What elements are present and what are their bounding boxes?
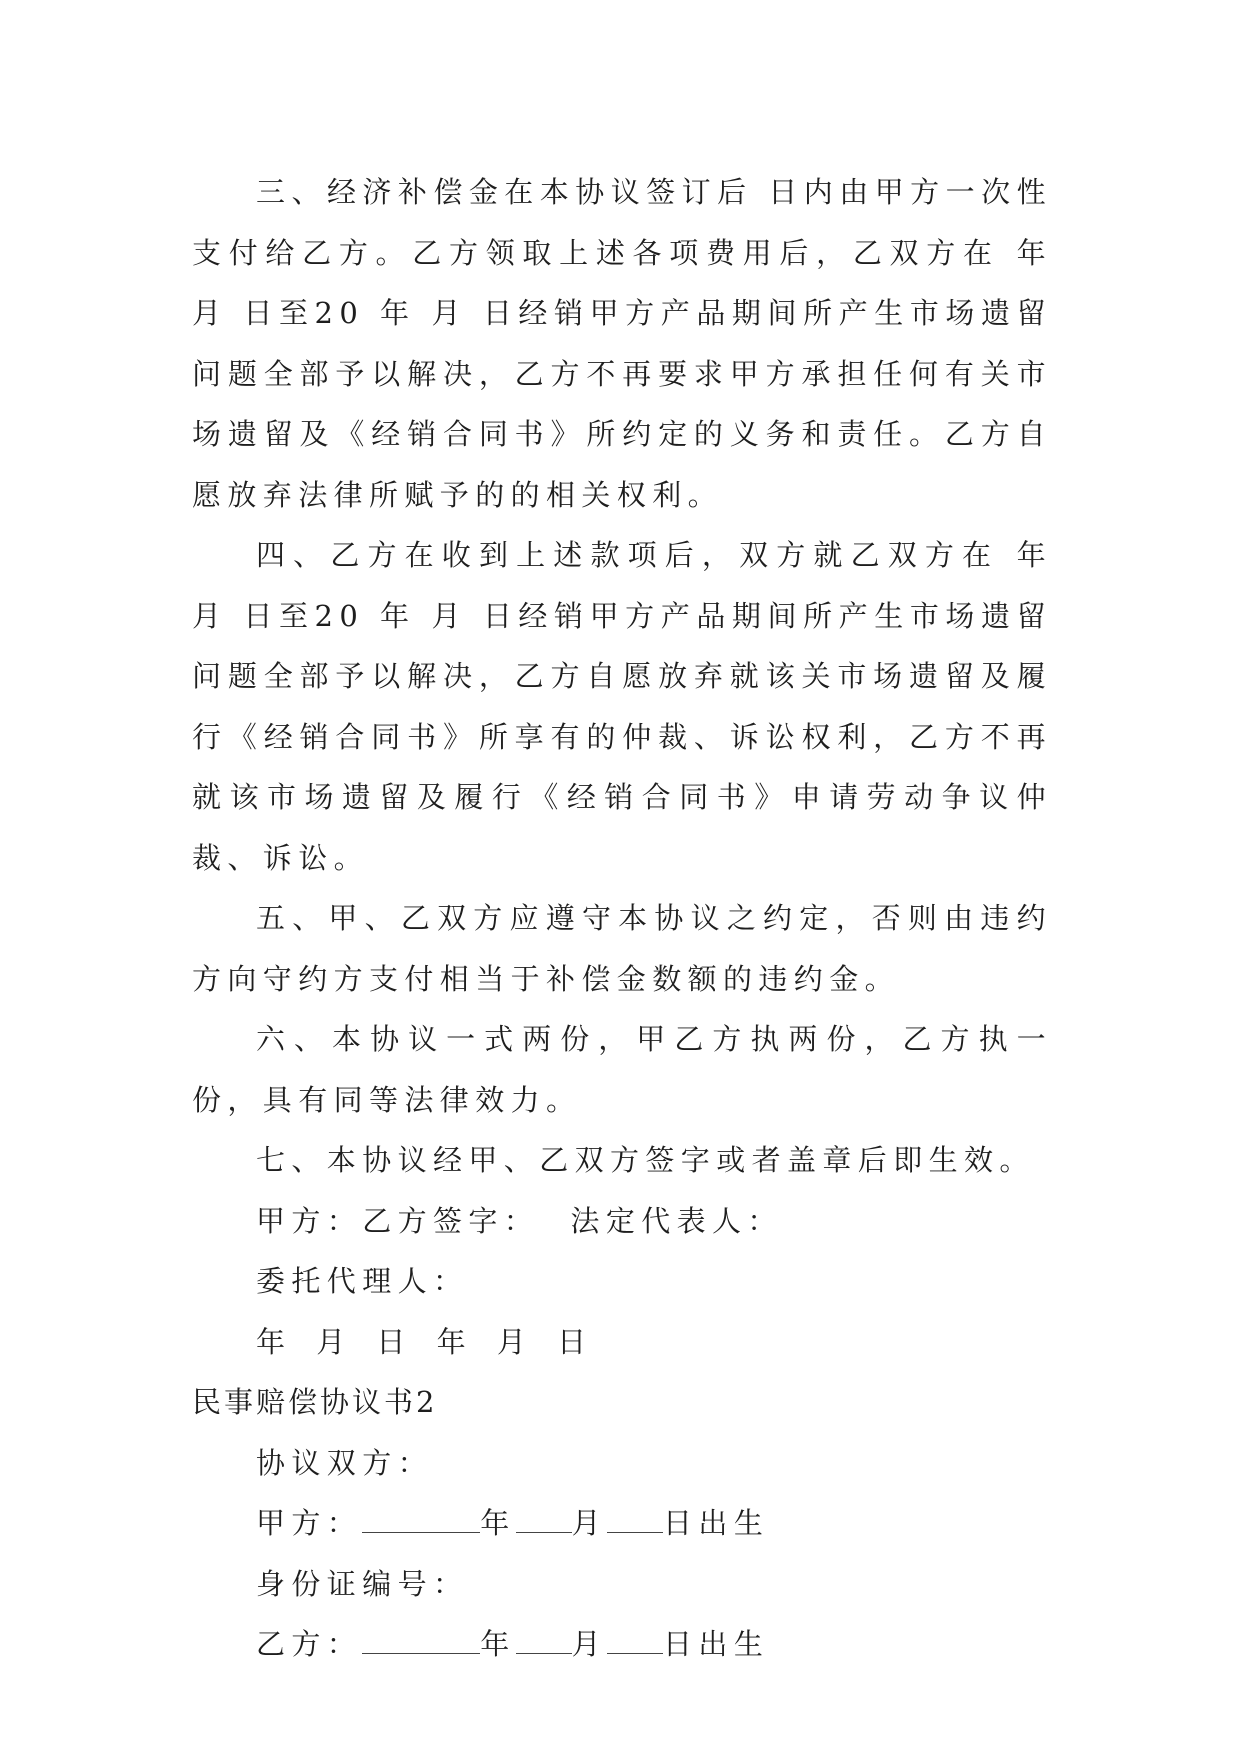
agent-line: 委托代理人： <box>256 1264 469 1298</box>
party-a-label: 甲方： <box>256 1506 363 1540</box>
id-number-line: 身份证编号： <box>256 1566 469 1601</box>
section-2-title: 民事赔偿协议书2 <box>192 1385 438 1419</box>
party-a-month-label: 月 <box>571 1506 608 1540</box>
party-a-year-blank <box>516 1510 572 1533</box>
party-b-name-blank <box>362 1631 480 1654</box>
party-b-month-label: 月 <box>571 1627 608 1661</box>
party-b-month-blank <box>607 1631 663 1654</box>
clause-6: 六、本协议一式两份，甲乙方执两份，乙方执一份，具有同等法律效力。 <box>192 1022 1052 1117</box>
party-b-year-label: 年 <box>480 1627 516 1661</box>
document-body <box>192 162 1052 1675</box>
clause-7: 七、本协议经甲、乙双方签字或者盖章后即生效。 <box>256 1143 1035 1177</box>
party-a-name-blank <box>362 1510 480 1533</box>
date-line: 年 月 日 年 月 日 <box>256 1324 598 1359</box>
clause-5: 五、甲、乙双方应遵守本协议之约定，否则由违约方向守约方支付相当于补偿金数额的违约金。 <box>192 901 1052 996</box>
party-a-year-label: 年 <box>480 1506 516 1540</box>
signature-line: 甲方：乙方签字： 法定代表人： <box>256 1203 783 1238</box>
party-b-line <box>192 1614 1052 1675</box>
party-b-year-blank <box>516 1631 572 1654</box>
party-a-line <box>192 1493 1052 1554</box>
clause-3: 三、经济补偿金在本协议签订后 日内由甲方一次性支付给乙方。乙方领取上述各项费用后，乙双方在 年 月 日至20 年 月 日经销甲方产品期间所产生市场遗留问题全部予以解决，乙方不再要求甲方承担任何有关市场遗留及《经销合同书》所约定的义务和责任。乙方自愿放弃法律所赋予的的相关权利。 <box>192 175 1052 512</box>
party-b-label: 乙方： <box>256 1627 363 1661</box>
party-a-birth-label: 日出生 <box>663 1506 770 1540</box>
clause-4: 四、乙方在收到上述款项后，双方就乙双方在 年 月 日至20 年 月 日经销甲方产品期间所产生市场遗留问题全部予以解决，乙方自愿放弃就该关市场遗留及履行《经销合同书》所享有的仲裁、诉讼权利，乙方不再就该市场遗留及履行《经销合同书》申请劳动争议仲裁、诉讼。 <box>192 538 1052 875</box>
party-b-birth-label: 日出生 <box>663 1627 770 1661</box>
parties-label: 协议双方： <box>256 1445 434 1480</box>
party-a-month-blank <box>607 1510 663 1533</box>
